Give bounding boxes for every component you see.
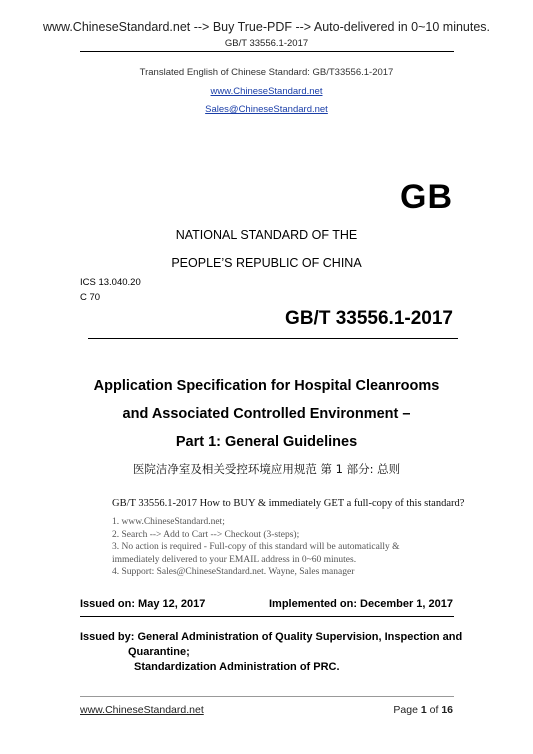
email-link[interactable]: Sales@ChineseStandard.net bbox=[205, 104, 328, 115]
page-label: Page bbox=[393, 704, 421, 716]
header-standard-code: GB/T 33556.1-2017 bbox=[224, 38, 309, 49]
header-banner: www.ChineseStandard.net --> Buy True-PDF --> Auto-delivered in 0~10 minutes. bbox=[42, 20, 491, 34]
page-current: 1 bbox=[420, 704, 427, 716]
dates-rule bbox=[80, 616, 454, 617]
issuer-line2: Quarantine; bbox=[128, 646, 190, 658]
gb-logo: GB bbox=[400, 178, 453, 216]
issuer-line1: Issued by: General Administration of Quality Supervision, Inspection and bbox=[80, 631, 463, 643]
title-line2: and Associated Controlled Environment – bbox=[122, 406, 411, 422]
footer-website-link[interactable]: www.ChineseStandard.net bbox=[80, 704, 204, 716]
standard-number: GB/T 33556.1-2017 bbox=[285, 308, 453, 329]
footer-rule bbox=[80, 696, 454, 697]
title-line3: Part 1: General Guidelines bbox=[175, 434, 358, 450]
title-line1: Application Specification for Hospital Cleanrooms bbox=[93, 378, 440, 394]
title-chinese: 医院洁净室及相关受控环境应用规范 第 1 部分: 总则 bbox=[132, 462, 401, 476]
national-standard-line2: PEOPLE’S REPUBLIC OF CHINA bbox=[171, 256, 362, 270]
issuer-line3: Standardization Administration of PRC. bbox=[134, 661, 340, 673]
ccs-code: C 70 bbox=[80, 292, 101, 303]
buy-step: 2. Search --> Add to Cart --> Checkout (3-steps); bbox=[112, 529, 300, 540]
national-standard-line1: NATIONAL STANDARD OF THE bbox=[175, 228, 358, 242]
page-total: 16 bbox=[441, 704, 453, 716]
issuer-block bbox=[80, 630, 462, 675]
buy-step: 1. www.ChineseStandard.net; bbox=[112, 517, 225, 527]
website-link[interactable]: www.ChineseStandard.net bbox=[210, 86, 323, 97]
translation-note: Translated English of Chinese Standard: GB/T33556.1-2017 bbox=[139, 67, 394, 78]
page-indicator bbox=[393, 704, 453, 716]
header-rule bbox=[80, 51, 454, 52]
ics-code: ICS 13.040.20 bbox=[80, 277, 141, 288]
issued-date: Issued on: May 12, 2017 bbox=[80, 598, 206, 610]
implemented-date: Implemented on: December 1, 2017 bbox=[268, 598, 453, 610]
buy-step: 3. No action is required - Full-copy of this standard will be automatically & bbox=[112, 542, 400, 552]
buy-steps-list bbox=[112, 516, 400, 579]
page-separator: of bbox=[426, 704, 442, 716]
buy-heading: GB/T 33556.1-2017 How to BUY & immediately GET a full-copy of this standard? bbox=[112, 498, 465, 509]
buy-step: 4. Support: Sales@ChineseStandard.net. Wayne, Sales manager bbox=[112, 567, 355, 577]
standard-number-rule bbox=[88, 338, 458, 339]
buy-step: immediately delivered to your EMAIL address in 0~60 minutes. bbox=[112, 554, 357, 565]
